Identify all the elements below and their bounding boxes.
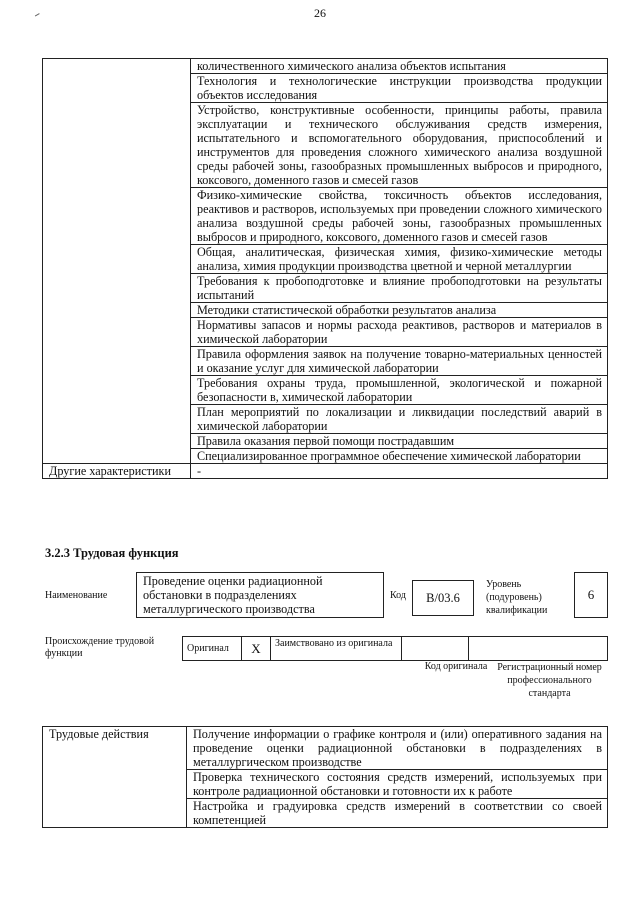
code-label: Код (390, 590, 406, 601)
knowledge-item: Физико-химические свойства, токсичность объектов исследования, реактивов и растворов, используемых при проведении сложного химического анализа воздушной среды рабочей зоны, газообразных промышленных выбросов и природного, коксового, доменного газов и смесей газов (191, 188, 608, 245)
original-mark: X (242, 637, 271, 661)
original-label: Оригинал (183, 637, 242, 661)
original-code-caption: Код оригинала (424, 661, 488, 672)
actions-table (42, 726, 608, 828)
level-box: 6 (574, 572, 608, 618)
level-label: Уровень (подуровень) квалификации (486, 579, 548, 616)
table-cell-empty (43, 59, 191, 464)
knowledge-item: Методики статистической обработки результатов анализа (191, 303, 608, 318)
knowledge-item: План мероприятий по локализации и ликвидации последствий аварий в химической лаборатории (191, 405, 608, 434)
table-row (183, 637, 608, 661)
knowledge-item: Требования охраны труда, промышленной, экологической и пожарной безопасности в, химической лаборатории (191, 376, 608, 405)
knowledge-item: Общая, аналитическая, физическая химия, физико-химические методы анализа, химия продукции производства цветной и черной металлургии (191, 245, 608, 274)
registration-number-caption: Регистрационный номер профессионального стандарта (497, 662, 602, 699)
code-box: В/03.6 (412, 580, 474, 616)
original-code-cell (402, 637, 469, 661)
function-name-box: Проведение оценки радиационной обстановки в подразделениях металлургического производства (136, 572, 384, 618)
knowledge-item: Технология и технологические инструкции производства продукции объектов исследования (191, 74, 608, 103)
knowledge-item: количественного химического анализа объектов испытания (191, 59, 608, 74)
knowledge-item: Правила оформления заявок на получение товарно-материальных ценностей и оказание услуг для химической лаборатории (191, 347, 608, 376)
other-characteristics-label: Другие характеристики (43, 464, 191, 479)
knowledge-item: Устройство, конструктивные особенности, принципы работы, правила эксплуатации и технического обслуживания средств измерения, испытательного и вспомогательного оборудования, приспособлений и инструментов для проведения сложного химического анализа воздушной среды рабочей зоны, газообразных промышленных выбросов и природного, коксового, доменного газов и смесей газов (191, 103, 608, 188)
knowledge-item: Требования к пробоподготовке и влияние пробоподготовки на результаты испытаний (191, 274, 608, 303)
table-row (43, 464, 608, 479)
table-row (43, 727, 608, 770)
action-item: Проверка технического состояния средств измерений, используемых при контроле радиационной обстановки и готовности их к работе (187, 770, 608, 799)
action-item: Настройка и градуировка средств измерений в соответствии со своей компетенцией (187, 799, 608, 828)
borrowed-label: Заимствовано из оригинала (271, 637, 402, 661)
knowledge-item: Нормативы запасов и нормы расхода реактивов, растворов и материалов в химической лаборатории (191, 318, 608, 347)
name-label: Наименование (45, 590, 108, 601)
other-characteristics-value: - (191, 464, 608, 479)
table-row (43, 59, 608, 74)
section-title: 3.2.3 Трудовая функция (45, 546, 179, 560)
knowledge-table (42, 58, 608, 479)
page-number: 26 (314, 6, 326, 20)
knowledge-item: Правила оказания первой помощи пострадавшим (191, 434, 608, 449)
origin-label: Происхождение трудовой функции (45, 636, 155, 659)
actions-label: Трудовые действия (43, 727, 187, 828)
origin-table (182, 636, 608, 661)
action-item: Получение информации о графике контроля и (или) оперативного задания на проведение оценки радиационной обстановки в подразделениях в металлургическом производстве (187, 727, 608, 770)
registration-number-cell (469, 637, 608, 661)
knowledge-item: Специализированное программное обеспечение химической лаборатории (191, 449, 608, 464)
